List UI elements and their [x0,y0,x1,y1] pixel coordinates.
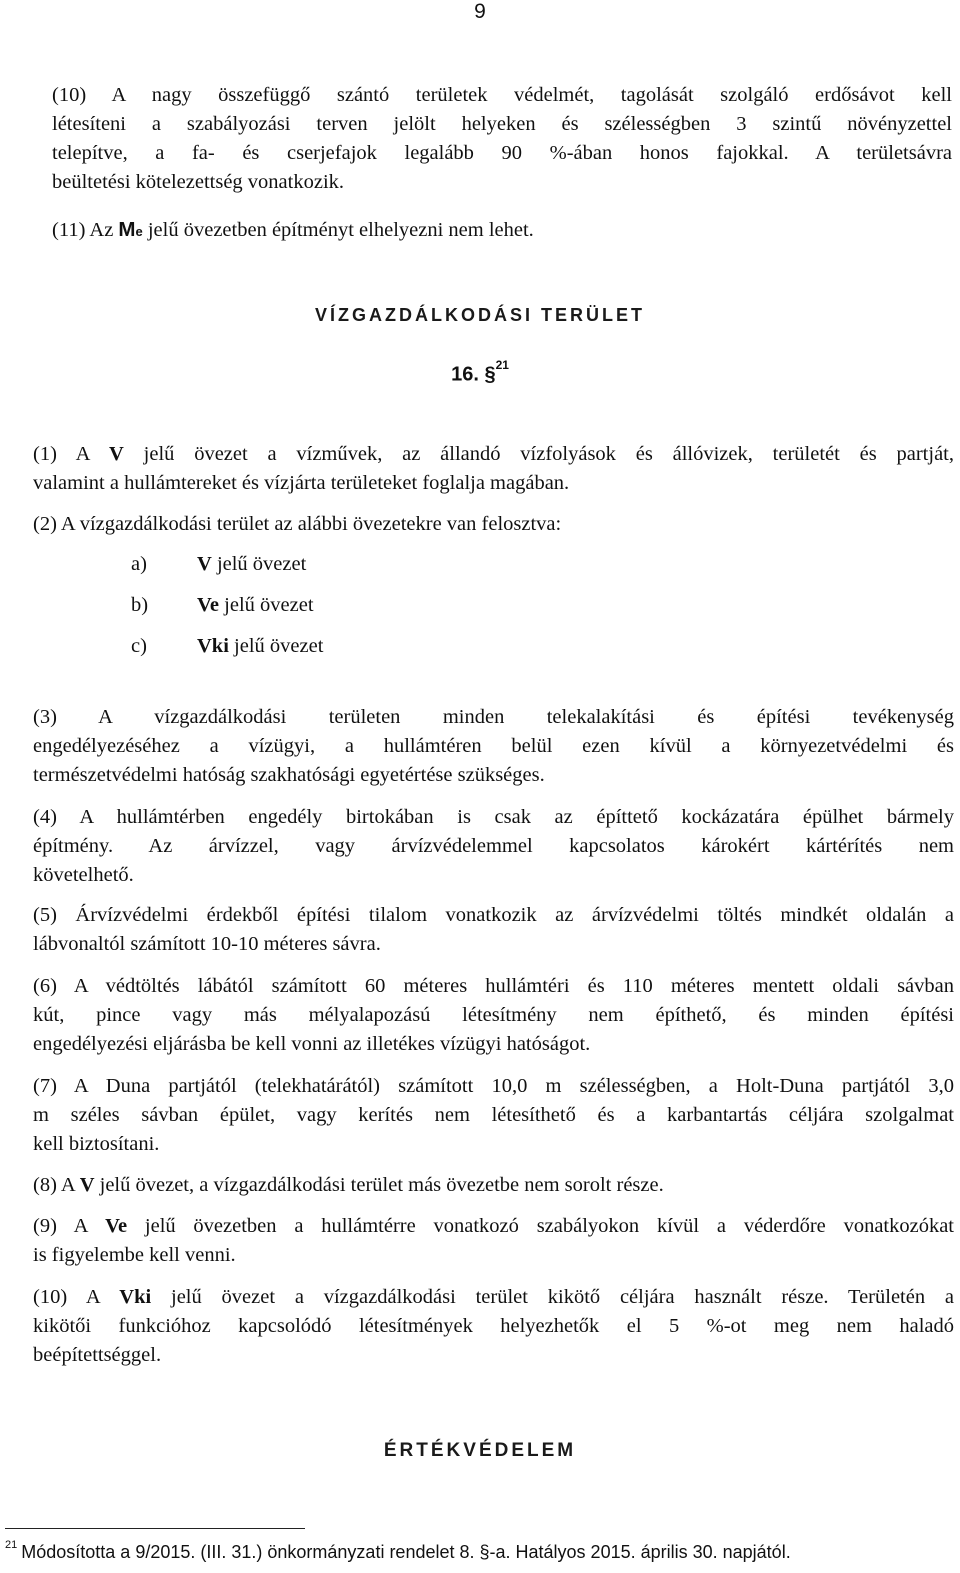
footnote [5,1539,791,1563]
line-text: engedélyezéséhez a vízügyi, a hullámtéren belül ezen kívül a környezetvédelmi és [33,735,954,757]
line-text: lábvonaltól számított 10-10 méteres sávra. [33,933,381,955]
text-line [33,761,954,790]
line-text: is figyelembe kell venni. [33,1244,236,1266]
paragraph-1 [33,440,954,498]
zone-code: V [109,443,124,465]
list-marker: c) [131,635,147,657]
line-text: jelű övezet a vízművek, az állandó vízfolyások és állóvizek, területét és partját, [123,443,954,465]
line-text: (7) A Duna partjától (telekhatárától) számított 10,0 m szélességben, a Holt-Duna partjától 3,0 [33,1075,954,1097]
text-line [33,703,954,732]
text-line: telepítve, a fa- és cserjefajok legalább 90 %-ában honos fajokkal. A területsávra [52,142,952,164]
line-text: (1) A [33,443,110,465]
zone-list-item [197,635,323,658]
line-text: jelű övezetben a hullámtérre vonatkozó szabályokon kívül a véderdőre vonatkozókat [127,1215,954,1237]
paragraph [33,1212,954,1270]
text-line [33,1072,954,1101]
text-line: (10) A nagy összefüggő szántó területek védelmét, tagolását szolgáló erdősávot kell [52,84,952,106]
text-line [33,1171,954,1200]
paragraph-2-intro: (2) A vízgazdálkodási terület az alábbi övezetekre van felosztva: [33,513,562,535]
line-text: (4) A hullámtérben engedély birtokában is csak az építtető kockázatára épülhet bármely [33,806,954,828]
text-line [33,972,954,1001]
line-text: kikötői funkcióhoz kapcsolódó létesítmények helyezhetők el 5 %-ot meg nem haladó [33,1315,954,1337]
footnote-text: Módosította a 9/2015. (III. 31.) önkormányzati rendelet 8. §-a. Hatályos 2015. április 30. napjától. [21,1542,791,1562]
text-line: beültetési kötelezettség vonatkozik. [52,171,345,193]
paragraph [33,901,954,959]
text-line [33,832,954,861]
line-text: valamint a hullámtereket és vízjárta területeket foglalja magában. [33,472,570,494]
text-line [33,1030,954,1059]
line-text: (9) A [33,1215,106,1237]
text-line [33,861,954,890]
paragraph [33,1283,954,1370]
line-text: (6) A védtöltés lábától számított 60 méteres hullámtéri és 110 méteres mentett oldali sávban [33,975,954,997]
paragraph [33,972,954,1059]
text-line [33,469,954,498]
zone-code: Vki [197,635,229,657]
footnote-rule [5,1528,305,1529]
text-line: létesíteni a szabályozási terven jelölt helyeken és szélességben 3 szintű növényzettel [52,113,952,135]
paragraph [33,803,954,890]
text-line [33,930,954,959]
text-line [33,1341,954,1370]
paragraph-11 [52,215,952,246]
section-heading: VÍZGAZDÁLKODÁSI TERÜLET [315,305,645,325]
line-text: engedélyezési eljárásba be kell vonni az illetékes vízügyi hatóságot. [33,1033,591,1055]
text-line [33,1312,954,1341]
line-text: beépítettséggel. [33,1344,162,1366]
zone-code: V [197,553,212,575]
text-line [33,1212,954,1241]
text-line [33,1001,954,1030]
line-text: (5) Árvízvédelmi érdekből építési tilalom vonatkozik az árvízvédelmi töltés mindkét oldalán a [33,904,954,926]
list-marker: b) [131,594,149,616]
zone-code: V [79,1174,95,1196]
text-line [33,1241,954,1270]
footnote-number: 21 [5,1539,18,1551]
list-marker: a) [131,553,147,575]
paragraph [33,1072,954,1159]
line-text: (8) A [33,1174,80,1196]
line-text: jelű övezet a vízgazdálkodási terület kikötő céljára használt része. Területén a [151,1286,954,1308]
line-text: (3) A vízgazdálkodási területen minden telekalakítási és építési tevékenység [33,706,954,728]
zone-list-item [197,553,306,576]
text-line [33,1283,954,1312]
page-number: 9 [474,0,486,23]
paragraph [33,1171,954,1200]
line-text: kell biztosítani. [33,1133,160,1155]
text-line [33,803,954,832]
p11-post: jelű övezetben építményt elhelyezni nem lehet. [142,219,534,241]
text-line [33,732,954,761]
zone-code: Ve [197,594,220,616]
next-section-heading: ÉRTÉKVÉDELEM [383,1440,577,1461]
text-line [33,901,954,930]
section-number: 16. §$^{21}$ [451,358,509,386]
paragraph-10-erdosav [52,81,952,197]
zone-label: jelű övezet [228,635,324,657]
text-line [33,1101,954,1130]
zone-code-me: Me [118,218,143,241]
paragraph [33,703,954,790]
p11-pre: (11) Az [52,219,119,241]
line-text: követelhető. [33,864,134,886]
text-line [33,1130,954,1159]
zone-code: Vki [119,1286,152,1308]
text-line [33,440,954,469]
zone-label: jelű övezet [219,594,314,616]
line-text: jelű övezet, a vízgazdálkodási terület más övezetbe nem sorolt része. [94,1174,664,1196]
line-text: építmény. Az árvízzel, vagy árvízvédelemmel kapcsolatos károkért kártérítés nem [33,835,954,857]
zone-code: Ve [105,1215,128,1237]
footnote-ref: 21 [495,358,509,372]
zone-list-item [197,594,314,617]
line-text: m széles sávban épület, vagy kerítés nem létesíthető és a karbantartás céljára szolgalmat [33,1104,954,1126]
line-text: (10) A [33,1286,120,1308]
zone-label: jelű övezet [211,553,307,575]
line-text: kút, pince vagy más mélyalapozású létesítmény nem építhető, és minden építési [33,1004,954,1026]
line-text: természetvédelmi hatóság szakhatósági egyetértése szükséges. [33,764,545,786]
